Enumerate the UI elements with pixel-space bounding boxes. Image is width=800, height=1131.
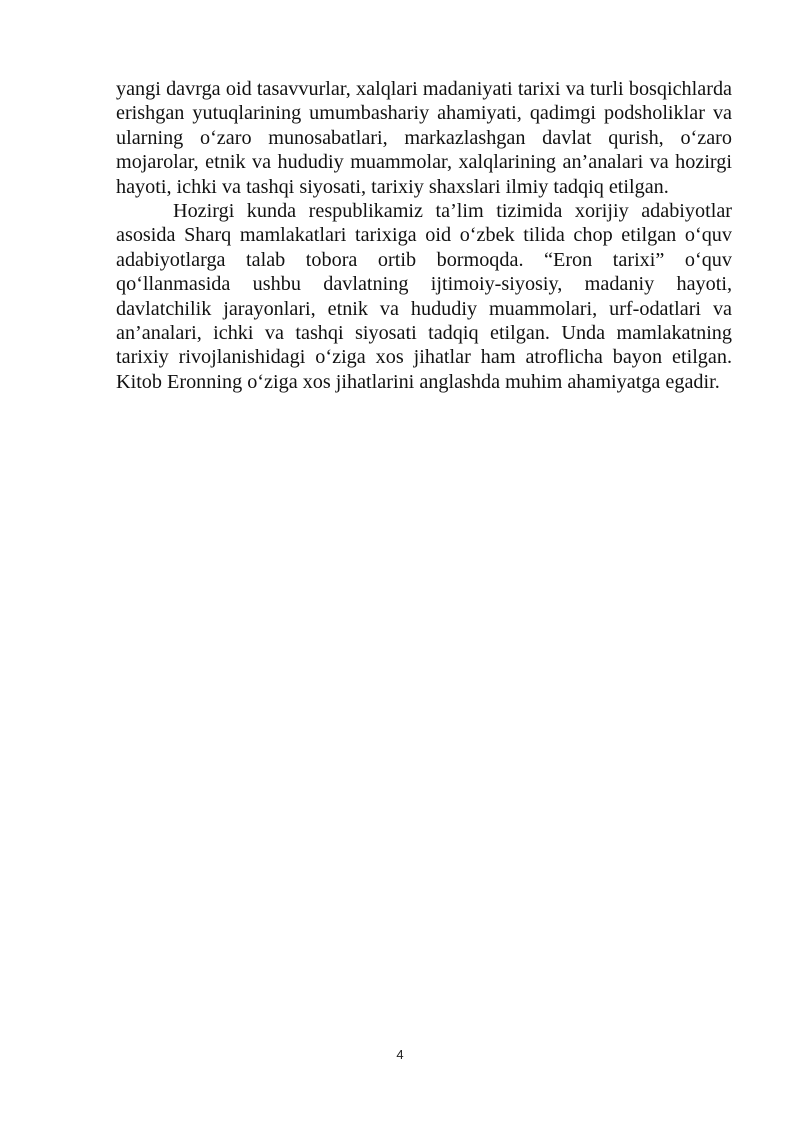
paragraph-indented: Hozirgi kunda respublikamiz ta’lim tizimida xorijiy adabiyotlar asosida Sharq mamlakatlari tarixiga oid o‘zbek tilida chop etilgan o‘quv adabiyotlarga talab tobora ortib bormoqda. “Eron tarixi” o‘quv qo‘llanmasida ushbu davlatning ijtimoiy-siyosiy, madaniy hayoti, davlatchilik jarayonlari, etnik va hududiy muammolari, urf-odatlari va an’analari, ichki va tashqi siyosati tadqiq etilgan. Unda mamlakatning tarixiy rivojlanishidagi o‘ziga xos jihatlar ham atroflicha bayon etilgan. Kitob Eronning o‘ziga xos jihatlarini anglashda muhim ahamiyatga egadir. bbox=[116, 200, 732, 393]
body-text bbox=[116, 77, 732, 394]
page-number: 4 bbox=[396, 1047, 404, 1062]
paragraph-continued: yangi davrga oid tasavvurlar, xalqlari madaniyati tarixi va turli bosqichlarda erishgan yutuqlarining umumbashariy ahamiyati, qadimgi podsholiklar va ularning o‘zaro munosabatlari, markazlashgan davlat qurish, o‘zaro mojarolar, etnik va hududiy muammolar, xalqlarining an’analari va hozirgi hayoti, ichki va tashqi siyosati, tarixiy shaxslari ilmiy tadqiq etilgan. bbox=[116, 78, 732, 198]
